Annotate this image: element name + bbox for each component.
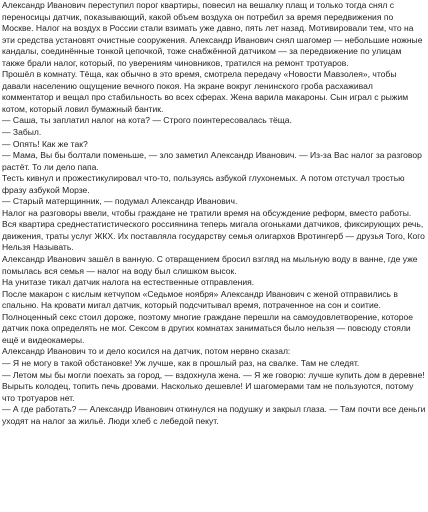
paragraph: После макарон с кислым кетчупом «Седьмое ноября» Александр Иванович с женой отправились в спальню. На кровати мигал датчик, который подсчитывал время, потраченное на сон и соитие. xyxy=(2,288,398,311)
paragraph: Александр Иванович то и дело косился на датчик, потом нервно сказал: xyxy=(2,346,291,357)
paragraph: Тесть кивнул и прожестикулировал что-то, пользуясь азбукой глухонемых. А потом отстучал тростью фразу азбукой Морзе. xyxy=(2,173,405,195)
paragraph: — Забыл. xyxy=(2,127,42,138)
paragraph: — Мама, Вы бы болтали поменьше, — зло заметил Александр Иванович. — Из-за Вас налог за разговор растёт. То ли дело папа. xyxy=(2,150,422,172)
paragraph: — Я не могу в такой обстановке! Уж лучше, как в прошлый раз, на свалке. Там не следят. xyxy=(2,357,360,368)
paragraph: Полноценный секс стоил дороже, поэтому многие граждане перешли на самоудовлетворение, которое датчик пока определять не мог. Сексом в других комнатах заниматься было нельзя — повсюду стояли ещё и видеокамеры. xyxy=(2,311,414,345)
paragraph: Александр Иванович переступил порог квартиры, повесил на вешалку плащ и только тогда снял с переносицы датчик, показывающий, какой объем воздуха он потребил за время передвижения по Москве. Налог на воздух в России стали взимать уже давно, пять лет назад. Мотивировали тем, что на эти средства установят очистные сооружения. Александр Иванович снял шагомер — небольшие ножные кандалы, соединённые тонкой цепочкой, тоже снабжённой датчиком — за передвижение по улицам также брали налог, который, по уверениям чиновников, тратился на ремонт тротуаров. xyxy=(2,0,423,68)
paragraph: Александр Иванович зашёл в ванную. С отвращением бросил взгляд на мыльную воду в ванне, где уже помылась вся семья — налог на воду был слишком высок. xyxy=(2,254,418,276)
paragraph: На унитазе тикал датчик налога на естественные отправления. xyxy=(2,277,255,288)
paragraph: — А где работать? — Александр Иванович откинулся на подушку и закрыл глаза. — Там почти все деньги уходят на налог за жильё. Люди хлеб с лебедой пекут. xyxy=(2,404,426,426)
paragraph: — Старый матерщинник, — подумал Александр Иванович. xyxy=(2,196,238,207)
paragraph: — Летом мы бы могли поехать за город, — вздохнула жена. — Я же говорю: лучше купить дом в деревне! Вырыть колодец, топить печь дровами. Насколько дешевле! И шагомерами там не пользуются, потому что тротуаров нет. xyxy=(2,369,425,403)
paragraph: Налог на разговоры ввели, чтобы граждане не тратили время на обсуждение реформ, вместо работы. Вся квартира среднестатистического россиянина теперь мигала огоньками датчиков, фиксирующих речь, движения, траты услуг ЖКХ. Их поставляла государству семья олигархов Вротингерб — друзья Того, Кого Нельзя Называть. xyxy=(2,207,425,253)
paragraph: — Опять! Как же так? xyxy=(2,138,88,149)
paragraph: Прошёл в комнату. Тёща, как обычно в это время, смотрела передачу «Новости Мавзолея», чтобы давали населению ощущение вечного покоя. На экране вокруг ленинского гроба расхаживал комментатор и вещал про стабильность во всех сферах. Жена варила макароны. Сын играл с рыжим котом, который ловил бумажный бантик. xyxy=(2,69,409,114)
paragraph: — Саша, ты заплатил налог на кота? — Строго поинтересовалась тёща. xyxy=(2,115,292,126)
